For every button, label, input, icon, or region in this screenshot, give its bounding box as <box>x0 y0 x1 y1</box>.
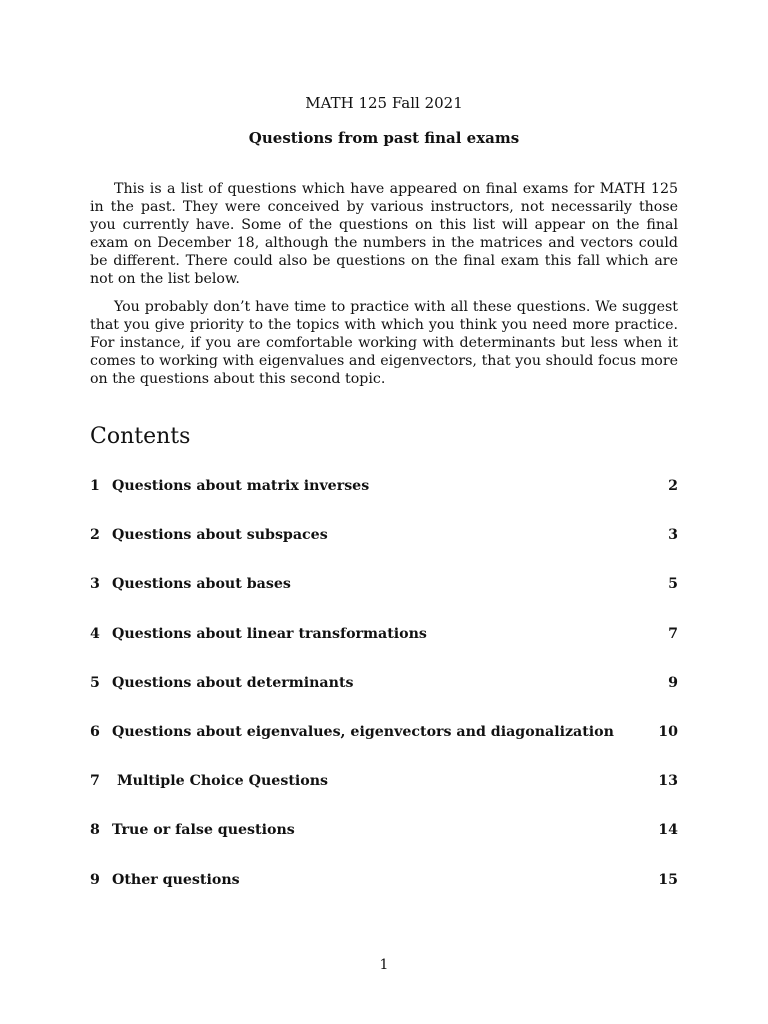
toc-number: 8 <box>90 822 100 839</box>
toc-number: 2 <box>90 527 100 544</box>
toc-item-1[interactable] <box>90 478 678 527</box>
toc-number: 4 <box>90 625 100 642</box>
course-title: MATH 125 Fall 2021 <box>305 94 463 112</box>
toc-number: 1 <box>90 478 100 494</box>
page-number: 1 <box>379 957 389 973</box>
toc-item-5[interactable] <box>90 675 678 724</box>
toc-page: 5 <box>668 576 678 593</box>
toc-page: 2 <box>668 478 678 494</box>
intro-paragraph-2: You probably don’t have time to practice with all these questions. We suggest that you give priority to the topics with which you think you need more practice. For instance, if you are comfortable working with determinants but less when it comes to working with eigenvalues and eigenvectors, that you should focus more on the questions about this second topic. <box>90 299 678 387</box>
intro-paragraph-1: This is a list of questions which have appeared on final exams for MATH 125 in the past. They were conceived by various instructors, not necessarily those you currently have. Some of the questions on this list will appear on the final exam on December 18, although the numbers in the matrices and vectors could be different. There could also be questions on the final exam this fall which are not on the list below. <box>90 181 678 287</box>
document-subtitle: Questions from past final exams <box>248 129 520 147</box>
toc-page: 10 <box>658 723 678 740</box>
toc-title: Questions about linear transformations <box>112 625 427 642</box>
toc-number: 7 <box>90 773 100 790</box>
toc-page: 14 <box>658 822 678 839</box>
toc-title: Questions about matrix inverses <box>112 478 370 494</box>
toc-page: 9 <box>668 674 678 691</box>
toc-number: 9 <box>90 871 100 888</box>
toc-item-9[interactable] <box>90 872 678 921</box>
toc-item-3[interactable] <box>90 576 678 625</box>
toc-item-4[interactable] <box>90 626 678 675</box>
toc-item-6[interactable] <box>90 724 678 773</box>
table-of-contents <box>90 478 678 921</box>
toc-title: Questions about subspaces <box>112 527 328 544</box>
toc-number: 6 <box>90 723 100 740</box>
toc-title: Other questions <box>112 871 240 888</box>
toc-page: 3 <box>668 527 678 544</box>
contents-heading: Contents <box>90 424 191 449</box>
toc-title: Questions about bases <box>112 576 291 593</box>
toc-item-8[interactable] <box>90 822 678 871</box>
toc-item-2[interactable] <box>90 527 678 576</box>
toc-title: Multiple Choice Questions <box>112 773 329 790</box>
toc-page: 7 <box>668 625 678 642</box>
toc-number: 5 <box>90 674 100 691</box>
toc-number: 3 <box>90 576 100 593</box>
toc-page: 15 <box>658 871 678 888</box>
toc-title: Questions about determinants <box>112 674 354 691</box>
intro-text <box>90 180 678 398</box>
toc-page: 13 <box>658 773 678 790</box>
toc-item-7[interactable] <box>90 773 678 822</box>
toc-title: Questions about eigenvalues, eigenvectors and diagonalization <box>112 723 614 740</box>
toc-title: True or false questions <box>112 822 295 839</box>
